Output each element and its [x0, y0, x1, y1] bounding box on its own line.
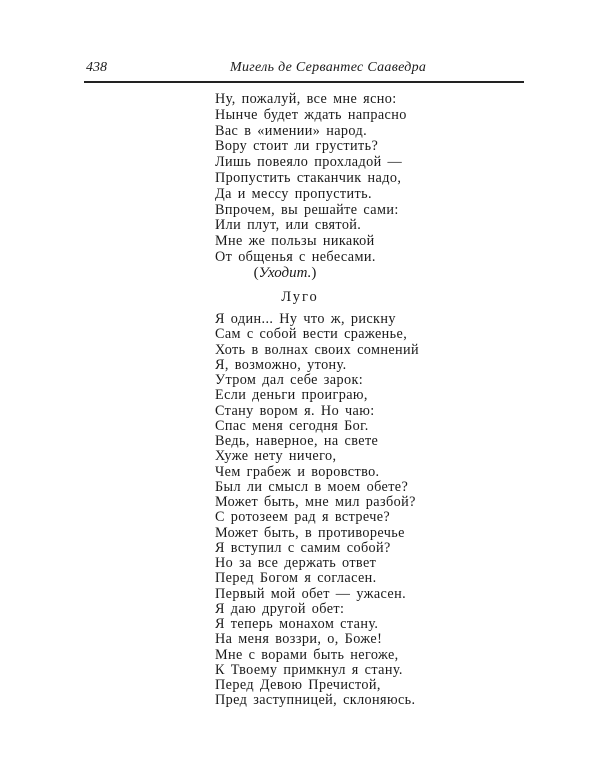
verse-line: От общенья с небесами. — [215, 248, 376, 265]
page-number: 438 — [86, 60, 107, 75]
verse-line: Стану вором я. Но чаю: — [215, 402, 375, 419]
stanza-1 — [215, 92, 407, 266]
verse-line: Да и мессу пропустить. — [215, 185, 372, 202]
verse-line: Ведь, наверное, на свете — [215, 433, 379, 449]
verse-line: Мне же пользы никакой — [215, 233, 375, 250]
verse-line: Мне с ворами быть негоже, — [215, 646, 399, 663]
verse-line: На меня воззри, о, Боже! — [215, 631, 383, 648]
verse-line: Перед Девою Пречистой, — [215, 677, 381, 693]
verse-line: Ну, пожалуй, все мне ясно: — [215, 91, 397, 107]
verse-line: Чем грабеж и воровство. — [215, 463, 380, 480]
speaker-name: Луго — [281, 289, 319, 305]
verse-line: Спас меня сегодня Бог. — [215, 417, 369, 434]
verse-line: Хоть в волнах своих сомнений — [215, 341, 420, 358]
stanza-2 — [215, 312, 419, 709]
verse-line: Вору стоит ли грустить? — [215, 138, 379, 155]
verse-line: Вас в «имении» народ. — [215, 122, 368, 139]
verse-line: Нынче будет ждать напрасно — [215, 106, 407, 123]
verse-line: Или плут, или святой. — [215, 217, 362, 234]
stage-direction — [0, 265, 570, 282]
verse-line: Впрочем, вы решайте сами: — [215, 201, 399, 218]
verse-line: К Твоему примкнул я стану. — [215, 661, 403, 678]
verse-line: Пропустить стаканчик надо, — [215, 169, 402, 186]
verse-line: Я, возможно, утону. — [215, 356, 347, 373]
verse-line: Хуже нету ничего, — [215, 448, 337, 465]
paren-close: ) — [311, 265, 317, 281]
verse-line: Лишь повеяло прохладой — — [215, 154, 403, 171]
verse-line: Но за все держать ответ — [215, 555, 377, 571]
verse-line: Перед Богом я согласен. — [215, 570, 377, 587]
verse-line: Я теперь монахом стану. — [215, 616, 379, 632]
running-title: Мигель де Сервантес Сааведра — [230, 60, 427, 75]
verse-line: Сам с собой вести сраженье, — [215, 326, 408, 343]
verse-line: Я вступил с самим собой? — [215, 539, 391, 556]
verse-line: Если деньги проиграю, — [215, 387, 368, 404]
verse-line: Первый мой обет — ужасен. — [215, 585, 407, 602]
verse-line: Утром дал себе зарок: — [215, 372, 364, 388]
verse-line: Пред заступницей, склоняюсь. — [215, 692, 416, 709]
verse-line: Может быть, мне мил разбой? — [215, 494, 416, 510]
verse-line: Может быть, в противоречье — [215, 524, 405, 541]
verse-line: Был ли смысл в моем обете? — [215, 478, 409, 495]
paren-open: ( — [253, 265, 259, 281]
verse-line: Я один... Ну что ж, рискну — [215, 311, 396, 327]
stage-direction-text: Уходит. — [258, 265, 312, 281]
verse-line: С ротозеем рад я встрече? — [215, 509, 391, 526]
verse-line: Я даю другой обет: — [215, 600, 345, 617]
header-rule — [84, 81, 524, 83]
